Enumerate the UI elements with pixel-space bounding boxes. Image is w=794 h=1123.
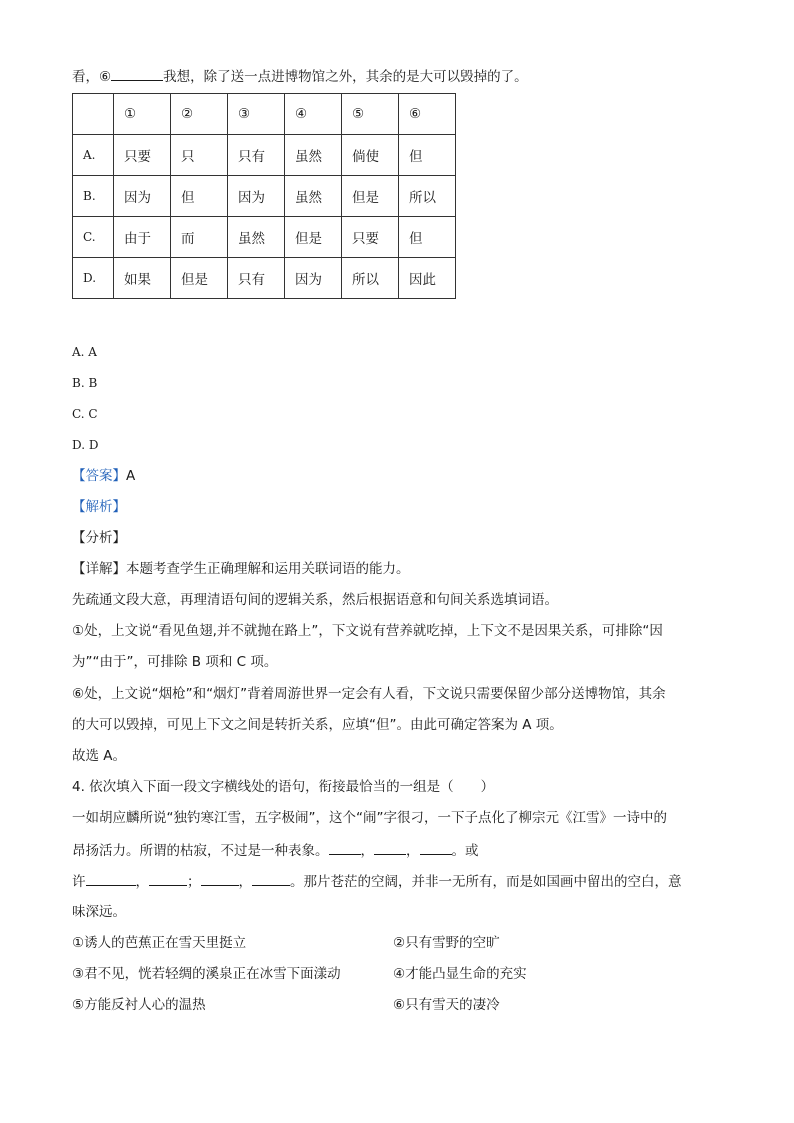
table-cell: ⑤ xyxy=(342,94,399,135)
table-cell: 但是 xyxy=(342,176,399,217)
passage-line: 味深远。 xyxy=(72,904,126,920)
paragraph-line: 为”“由于”，可排除 B 项和 C 项。 xyxy=(72,654,278,670)
jiexi-tag: 【解析】 xyxy=(72,499,126,515)
table-header-row xyxy=(73,94,456,135)
table-cell: 但 xyxy=(171,176,228,217)
table-row xyxy=(73,176,456,217)
table-row xyxy=(73,258,456,299)
table-cell: ② xyxy=(171,94,228,135)
fill-blank xyxy=(374,840,406,855)
fenxi-line xyxy=(72,528,126,548)
fill-blank xyxy=(201,871,239,886)
option-b: B. B xyxy=(72,376,98,390)
intro-line xyxy=(72,66,528,87)
table-cell: 倘使 xyxy=(342,135,399,176)
question-4-stem: 4. 依次填入下面一段文字横线处的语句，衔接最恰当的一组是（ ） xyxy=(72,779,495,795)
choice-item: ⑥只有雪天的凄冷 xyxy=(393,997,500,1013)
table-cell: 因为 xyxy=(228,176,285,217)
table-cell: B. xyxy=(73,176,114,217)
fill-blank xyxy=(111,66,163,81)
table-cell: 所以 xyxy=(342,258,399,299)
intro-prefix: 看，⑥ xyxy=(72,69,112,85)
paragraph-line: ⑥处，上文说“烟枪”和“烟灯”背着周游世界一定会有人看，下文说只需要保留少部分送博物馆，其余 xyxy=(72,686,666,702)
table-cell: 但 xyxy=(399,217,456,258)
table-row xyxy=(73,135,456,176)
table-cell: 只 xyxy=(171,135,228,176)
table-cell: 虽然 xyxy=(228,217,285,258)
option-c: C. C xyxy=(72,407,98,421)
table-cell: 虽然 xyxy=(285,135,342,176)
fill-blank xyxy=(149,871,187,886)
fill-blank xyxy=(329,840,361,855)
paragraph-line: 故选 A。 xyxy=(72,748,127,764)
table-cell: 而 xyxy=(171,217,228,258)
table-cell: 因此 xyxy=(399,258,456,299)
table-row xyxy=(73,217,456,258)
table-cell: 虽然 xyxy=(285,176,342,217)
choice-item: ④才能凸显生命的充实 xyxy=(393,966,527,982)
choices-table xyxy=(72,93,456,299)
table-cell: 只要 xyxy=(114,135,171,176)
table-cell: 因为 xyxy=(285,258,342,299)
table-cell: C. xyxy=(73,217,114,258)
passage-text: 许 xyxy=(72,874,86,890)
answer-tag: 【答案】 xyxy=(72,468,126,484)
table-cell: A. xyxy=(73,135,114,176)
table-cell: 但是 xyxy=(171,258,228,299)
detail-tag: 【详解】 xyxy=(72,561,126,577)
passage-text: 。那片苍茫的空阔，并非一无所有，而是如国画中留出的空白，意 xyxy=(290,874,682,890)
choice-item: ③君不见，恍若轻绸的溪泉正在冰雪下面漾动 xyxy=(72,966,341,982)
table-cell: ③ xyxy=(228,94,285,135)
paragraph-line: 先疏通文段大意，再理清语句间的逻辑关系，然后根据语意和句间关系选填词语。 xyxy=(72,592,558,608)
table-cell: 只要 xyxy=(342,217,399,258)
table-cell xyxy=(73,94,114,135)
table-cell: 如果 xyxy=(114,258,171,299)
passage-line: 许 ， ； ， 。那片苍茫的空阔，并非一无所有，而是如国画中留出的空白，意 xyxy=(72,871,682,892)
table-cell: 但是 xyxy=(285,217,342,258)
choice-item: ②只有雪野的空旷 xyxy=(393,935,500,951)
jiexi-line xyxy=(72,497,126,517)
fill-blank xyxy=(86,871,136,886)
fill-blank xyxy=(252,871,290,886)
table-cell: D. xyxy=(73,258,114,299)
answer-line xyxy=(72,466,135,486)
table-cell: 只有 xyxy=(228,135,285,176)
table-cell: ① xyxy=(114,94,171,135)
option-d: D. D xyxy=(72,438,99,452)
table-cell: ④ xyxy=(285,94,342,135)
passage-text: 昂扬活力。所谓的枯寂，不过是一种表象。 xyxy=(72,843,329,859)
answer-value: A xyxy=(126,468,136,484)
fill-blank xyxy=(420,840,452,855)
table-cell: 所以 xyxy=(399,176,456,217)
detail-text: 本题考查学生正确理解和运用关联词语的能力。 xyxy=(126,561,410,577)
table-cell: ⑥ xyxy=(399,94,456,135)
table-cell: 由于 xyxy=(114,217,171,258)
fenxi-tag: 【分析】 xyxy=(72,530,126,546)
option-a: A. A xyxy=(72,345,97,359)
intro-suffix: 我想，除了送一点进博物馆之外，其余的是大可以毁掉的了。 xyxy=(163,69,528,85)
passage-text: 。或 xyxy=(451,843,479,859)
passage-line: 昂扬活力。所谓的枯寂，不过是一种表象。 ， ， 。或 xyxy=(72,840,479,861)
table-cell: 但 xyxy=(399,135,456,176)
choice-item: ①诱人的芭蕉正在雪天里挺立 xyxy=(72,935,247,951)
paragraph-line: ①处，上文说“看见鱼翅,并不就抛在路上”，下文说有营养就吃掉，上下文不是因果关系，可排除“因 xyxy=(72,623,663,639)
table-cell: 只有 xyxy=(228,258,285,299)
paragraph-line: 的大可以毁掉，可见上下文之间是转折关系，应填“但”。由此可确定答案为 A 项。 xyxy=(72,717,563,733)
choice-item: ⑤方能反衬人心的温热 xyxy=(72,997,206,1013)
detail-line xyxy=(72,559,410,579)
passage-line: 一如胡应麟所说“独钓寒江雪，五字极闹”，这个“闹”字很刁，一下子点化了柳宗元《江雪》一诗中的 xyxy=(72,810,667,826)
table-cell: 因为 xyxy=(114,176,171,217)
